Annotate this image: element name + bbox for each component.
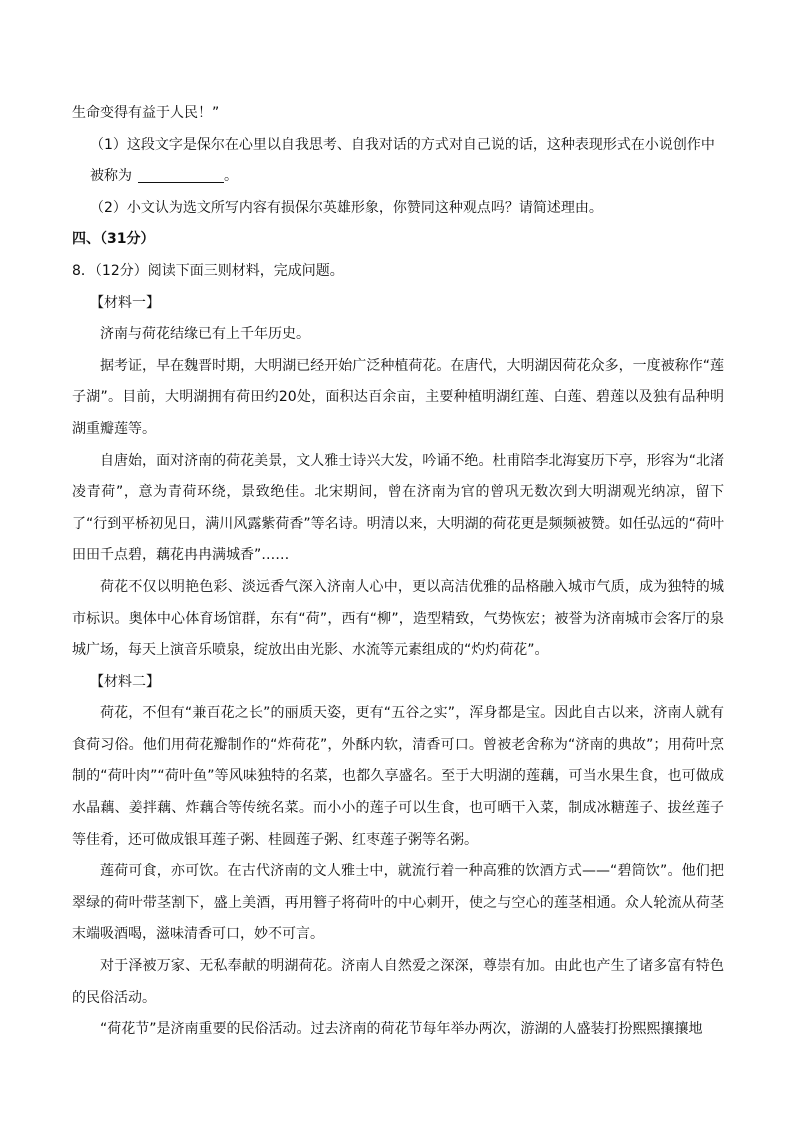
question-2: （2）小文认为选文所写内容有损保尔英雄形象，你赞同这种观点吗？请简述理由。 [90,199,603,216]
material-2-paragraph: “荷花节”是济南重要的民俗活动。过去济南的荷花节每年举办两次，游湖的人盛装打扮熙熙攘攘地 [100,1021,703,1038]
answer-blank [138,166,224,183]
question-1-end: 。 [224,168,238,185]
material-2-paragraph: 荷花，不但有“兼百花之长”的丽质天姿，更有“五谷之实”，浑身都是宝。因此自古以来，济南人就有食荷习俗。他们用荷花瓣制作的“炸荷花”，外酥内软，清香可口。曾被老舍称为“济南的典故”；用荷叶烹制的“荷叶肉”“荷叶鱼”等风味独特的名菜，也都久享盛名。至于大明湖的莲藕，可当水果生食，也可做成水晶藕、姜拌藕、炸藕合等传统名菜。而小小的莲子可以生食，也可晒干入菜，制成冰糖莲子、拔丝莲子等佳肴，还可做成银耳莲子粥、桂圆莲子粥、红枣莲子粥等名粥。 [72,705,724,848]
question-8: 8．（12分）阅读下面三则材料，完成问题。 [72,262,344,279]
material-2-paragraph: 对于泽被万家、无私奉献的明湖荷花。济南人自然爱之深深，尊崇有加。由此也产生了诸多富有特色的民俗活动。 [72,958,724,1006]
question-1-line2 [72,161,724,193]
material-1-title: 【材料一】 [90,294,160,311]
section-heading: 四、（31分） [72,231,155,248]
material-1-paragraph: 据考证，早在魏晋时期，大明湖已经开始广泛种植荷花。在唐代，大明湖因荷花众多，一度被称作“莲子湖”。目前，大明湖拥有荷田约20处，面积达百余亩，主要种植明湖红莲、白莲、碧莲以及独有品种明湖重瓣莲等。 [72,357,724,437]
question-1-line1: （1）这段文字是保尔在心里以自我思考、自我对话的方式对自己说的话，这种表现形式在小说创作中 [90,136,715,153]
material-2-title: 【材料二】 [90,673,160,690]
material-2-paragraph: 莲荷可食，亦可饮。在古代济南的文人雅士中，就流行着一种高雅的饮酒方式——“碧筒饮”。他们把翠绿的荷叶带茎割下，盛上美酒，再用簪子将荷叶的中心刺开，使之与空心的莲茎相通。众人轮流从荷茎末端吸酒喝，滋味清香可口，妙不可言。 [72,863,724,943]
text-line: 生命变得有益于人民！” [72,105,220,121]
material-1-paragraph: 自唐始，面对济南的荷花美景，文人雅士诗兴大发，吟诵不绝。杜甫陪李北海宴历下亭，形容为“北渚凌青荷”，意为青荷环绕，景致绝佳。北宋期间，曾在济南为官的曾巩无数次到大明湖观光纳凉，留下了“行到平桥初见日，满川风露紫荷香”等名诗。明清以来，大明湖的荷花更是频频被赞。如任弘远的“荷叶田田千点碧，藕花冉冉满城香”…… [72,452,724,564]
material-1-paragraph: 荷花不仅以明艳色彩、淡远香气深入济南人心中，更以高洁优雅的品格融入城市气质，成为独特的城市标识。奥体中心体育场馆群，东有“荷”，西有“柳”，造型精致，气势恢宏；被誉为济南城市会客厅的泉城广场，每天上演音乐喷泉，绽放出由光影、水流等元素组成的“灼灼荷花”。 [72,578,724,659]
question-1-label: 被称为 [90,168,132,185]
material-1-paragraph: 济南与荷花结缘已有上千年历史。 [100,326,310,343]
